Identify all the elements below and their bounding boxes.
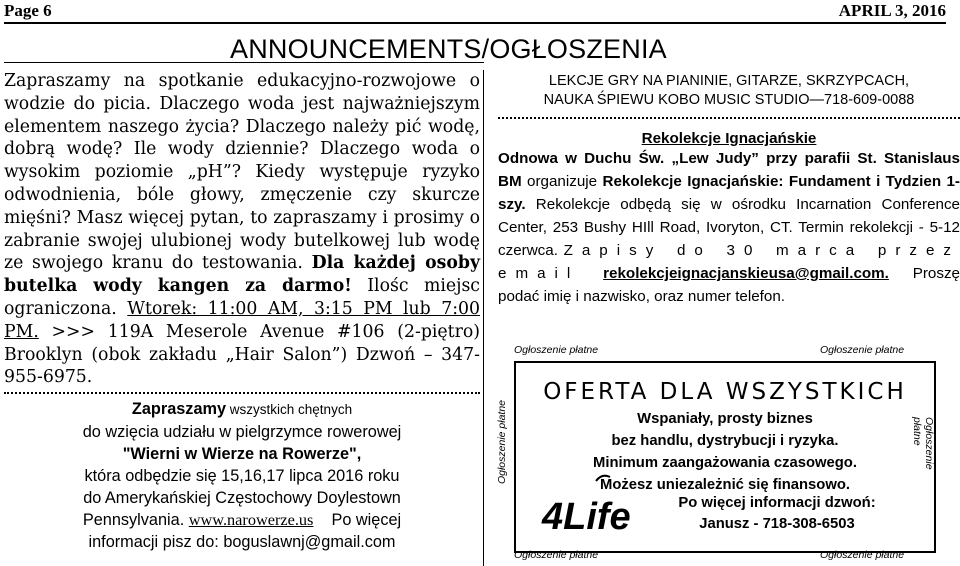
ad-label-bottom-right: Ogłoszenie płatne — [820, 549, 905, 561]
bike-line-1: wszystkich chętnych — [226, 402, 353, 417]
ad-label-top-right: Ogłoszenie płatne — [820, 344, 905, 356]
retreat-bold-1: Odnowa w Duchu Św. „Lew Judy” przy parafii St. Stanislaus BM — [498, 150, 960, 190]
water-text-2: Ilośc miejsc ograniczona. — [4, 276, 480, 319]
retreat-signup: Zapisy do 30 marca przez email — [498, 242, 960, 282]
retreat-text-2: Rekolekcje odbędą się w ośrodku Incarnation Conference Center, 253 Bushy HIll Road, Ivoryton, CT. Termin rekolekcji - 5-12 czerwca. — [498, 196, 960, 259]
retreat-text-3: Proszę podać imię i nazwisko, oraz numer telefon. — [498, 265, 960, 305]
bike-line-7: informacji pisz do: boguslawnj@gmail.com — [88, 533, 396, 551]
ad-brand: OFERTA DLA WSZYSTKICH — [543, 379, 907, 405]
water-phone: Dzwoń – 347-955-6975. — [4, 344, 480, 388]
ad-tagline-1: Wspaniały, prosty biznes — [637, 411, 813, 427]
retreat-announcement — [498, 147, 960, 308]
bike-line-4: która odbędzie się 15,16,17 lipca 2016 roku — [84, 467, 400, 485]
4life-logo-icon — [540, 471, 640, 541]
issue-date: APRIL 3, 2016 — [838, 1, 946, 20]
retreat-title: Rekolekcje Ignacjańskie — [641, 130, 817, 147]
water-time: Wtorek: 11:00 AM, 3:15 PM lub 7:00 PM. — [4, 298, 481, 342]
bike-line-2: do wzięcia udziału w pielgrzymce rowerowej — [82, 423, 402, 441]
dotted-divider-right — [498, 117, 960, 119]
music-line-1: LEKCJE GRY NA PIANINIE, GITARZE, SKRZYPCACH, — [548, 73, 910, 89]
ad-contact-line-1: Po więcej informacji dzwoń: — [678, 495, 876, 511]
water-text-3: >>> 119A Meserole Avenue #106 (2-piętro) Brooklyn (obok zakładu „Hair Salon”) — [4, 321, 480, 365]
ad-contact-line-2: Janusz - 718-308-6503 — [699, 516, 855, 532]
ad-label-bottom-left: Ogłoszenie płatne — [514, 549, 599, 561]
page-header — [4, 0, 946, 22]
water-announcement — [4, 70, 480, 389]
bike-url-link[interactable]: www.narowerze.us — [188, 510, 314, 529]
ad-contact — [652, 493, 902, 535]
ad-tagline-3: Minimum zaangażowania czasowego. — [593, 455, 857, 471]
bike-line-6b: Po więcej — [313, 511, 402, 529]
bike-line-6a: Pennsylvania. — [82, 511, 189, 529]
bike-pilgrimage-announcement — [4, 398, 480, 553]
music-lessons — [498, 72, 960, 110]
retreat-email-link[interactable]: rekolekcjeignacjanskieusa@gmail.com. — [603, 265, 889, 282]
dotted-divider — [4, 392, 480, 394]
water-text-1: Zapraszamy na spotkanie edukacyjno-rozwojowe o wodzie do picia. Dlaczego woda jest najważniejszym elementem naszego życia? Dlaczego należy pić wodę, dobrą wodę? Ile wody dziennie? Dlaczego woda o wysokim poziomie „pH”? Kiedy występuje ryzyko odwodnienia, bóle głowy, zmęczenie czy skurcze mięśni? Masz więcej pytan, to zapraszamy i prosimy o zabranie swojej ulubionej wody butelkowej lub wodę ze swojego kranu do testowania. — [4, 71, 480, 274]
ad-label-top-left: Ogłoszenie płatne — [514, 344, 599, 356]
ad-label-left: Ogłoszenie płatne — [496, 399, 509, 485]
music-line-2: NAUKA ŚPIEWU KOBO MUSIC STUDIO—718-609-0088 — [543, 92, 915, 108]
title-underline — [4, 62, 484, 63]
ad-tagline-2: bez handlu, dystrybucji i ryzyka. — [611, 433, 839, 449]
right-column — [498, 72, 960, 308]
ad-tagline-4: Możesz uniezależnić się finansowo. — [600, 477, 850, 493]
section-title: ANNOUNCEMENTS/OGŁOSZENIA — [230, 34, 667, 64]
ad-label-right: Ogłoszenie płatne — [911, 417, 935, 470]
logo-text: 4Life — [542, 496, 631, 538]
paid-advertisement — [492, 341, 954, 563]
retreat-bold-2: Rekolekcje Ignacjańskie: Fundament i Tydzien 1-szy. — [498, 173, 960, 213]
water-free-bottle: Dla każdej osoby butelka wody kangen za darmo! — [4, 253, 480, 297]
page-number: Page 6 — [4, 1, 52, 20]
bike-line-5: do Amerykańskiej Częstochowy Doylestown — [83, 489, 401, 507]
bike-lead: Zapraszamy — [131, 400, 227, 418]
header-rule — [4, 22, 946, 24]
bike-line-3: "Wierni w Wierze na Rowerze", — [122, 445, 362, 463]
retreat-text-1: organizuje — [521, 173, 603, 190]
column-divider — [483, 70, 484, 566]
